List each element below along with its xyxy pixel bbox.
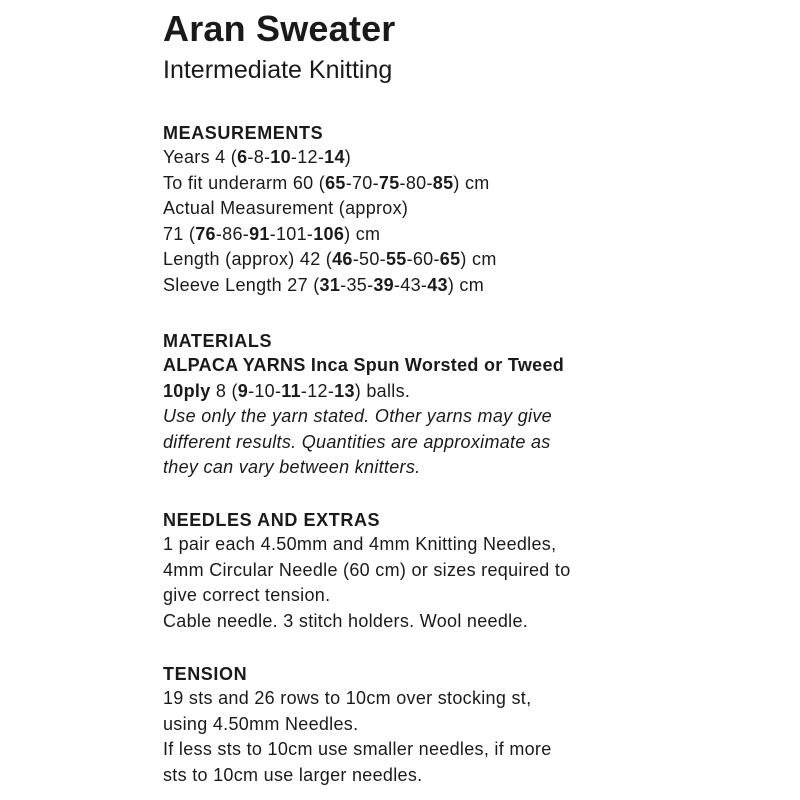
size-value: 13 — [334, 380, 355, 401]
sleeve-prefix: Sleeve Length 27 ( — [163, 274, 320, 295]
size-value: 70 — [352, 172, 373, 193]
size-value: 10 — [254, 380, 275, 401]
size-value: 76 — [195, 223, 216, 244]
size-value: 86 — [222, 223, 243, 244]
actual-line: 71 (76-86-91-101-106) cm — [163, 223, 381, 244]
measurements-section — [163, 121, 497, 298]
sleeve-line: Sleeve Length 27 (31-35-39-43-43) cm — [163, 274, 485, 295]
yarn-note-line: Use only the yarn stated. Other yarns may give — [163, 406, 552, 426]
needles-heading: NEEDLES AND EXTRAS — [163, 510, 381, 530]
ply-label: 10ply — [163, 380, 211, 401]
ply-mid: 8 ( — [210, 380, 238, 401]
size-value: 80 — [405, 172, 427, 193]
tension-section — [163, 662, 552, 788]
actual-prefix: 71 ( — [163, 223, 196, 244]
ply-line: 10ply 8 (9-10-11-12-13) balls. — [163, 380, 411, 401]
pattern-page — [163, 8, 783, 785]
size-value: 43 — [427, 274, 448, 295]
pattern-title: Aran Sweater — [163, 8, 396, 49]
size-value: 39 — [373, 274, 394, 295]
size-value: 11 — [281, 380, 301, 401]
measurements-heading: MEASUREMENTS — [163, 123, 324, 143]
size-value: 91 — [249, 223, 270, 244]
size-value: 106 — [313, 223, 345, 244]
materials-heading: MATERIALS — [163, 331, 273, 351]
size-value: 55 — [385, 249, 407, 269]
size-value: 65 — [439, 249, 461, 269]
needles-line: Cable needle. 3 stitch holders. Wool needle. — [163, 610, 529, 631]
size-value: 65 — [325, 172, 346, 193]
size-value: 8 — [253, 147, 264, 167]
yarn-line: ALPACA YARNS Inca Spun Worsted or Tweed — [163, 355, 565, 375]
yarn-note-line: different results. Quantities are approximate as — [163, 431, 551, 452]
tension-line: If less sts to 10cm use smaller needles, if more — [163, 739, 552, 759]
size-value: 101 — [275, 223, 307, 244]
needles-line: 4mm Circular Needle (60 cm) or sizes required to — [163, 559, 571, 580]
size-value: 9 — [237, 380, 249, 401]
tension-line: 19 sts and 26 rows to 10cm over stocking st, — [163, 688, 532, 708]
size-value: 75 — [378, 172, 400, 193]
tension-line: using 4.50mm Needles. — [163, 713, 359, 734]
pattern-subtitle: Intermediate Knitting — [163, 56, 393, 84]
size-value: 12 — [307, 380, 328, 401]
materials-section — [163, 329, 564, 481]
length-prefix: Length (approx) 42 ( — [163, 249, 333, 269]
yarn-note-line: they can vary between knitters. — [163, 457, 421, 477]
size-value: 50 — [359, 249, 380, 269]
needles-section — [163, 508, 571, 634]
size-value: 46 — [332, 249, 353, 269]
size-value: 12 — [297, 147, 318, 167]
length-suffix: ) cm — [460, 249, 497, 269]
size-value: 14 — [324, 147, 345, 167]
size-value: 31 — [319, 274, 341, 295]
tension-line: sts to 10cm use larger needles. — [163, 764, 423, 785]
underarm-line: To fit underarm 60 (65-70-75-80-85) cm — [163, 172, 490, 193]
size-value: 43 — [400, 274, 421, 295]
sleeve-suffix: ) cm — [447, 274, 485, 295]
length-line: Length (approx) 42 (46-50-55-60-65) cm — [163, 249, 497, 269]
tension-heading: TENSION — [163, 664, 248, 684]
ply-suffix: ) balls. — [354, 380, 411, 401]
size-value: 10 — [270, 147, 291, 167]
size-value: 85 — [432, 172, 454, 193]
years-line: Years 4 (6-8-10-12-14) — [163, 147, 352, 167]
underarm-prefix: To fit underarm 60 ( — [163, 172, 326, 193]
actual-suffix: ) cm — [344, 223, 381, 244]
size-value: 6 — [237, 147, 248, 167]
actual-measurement-label: Actual Measurement (approx) — [163, 198, 409, 218]
years-suffix: ) — [344, 147, 352, 167]
size-value: 35 — [346, 274, 368, 295]
needles-line: 1 pair each 4.50mm and 4mm Knitting Needles, — [163, 534, 557, 554]
size-value: 60 — [412, 249, 434, 269]
years-prefix: Years 4 ( — [163, 147, 238, 167]
underarm-suffix: ) cm — [453, 172, 490, 193]
needles-line: give correct tension. — [163, 585, 331, 605]
